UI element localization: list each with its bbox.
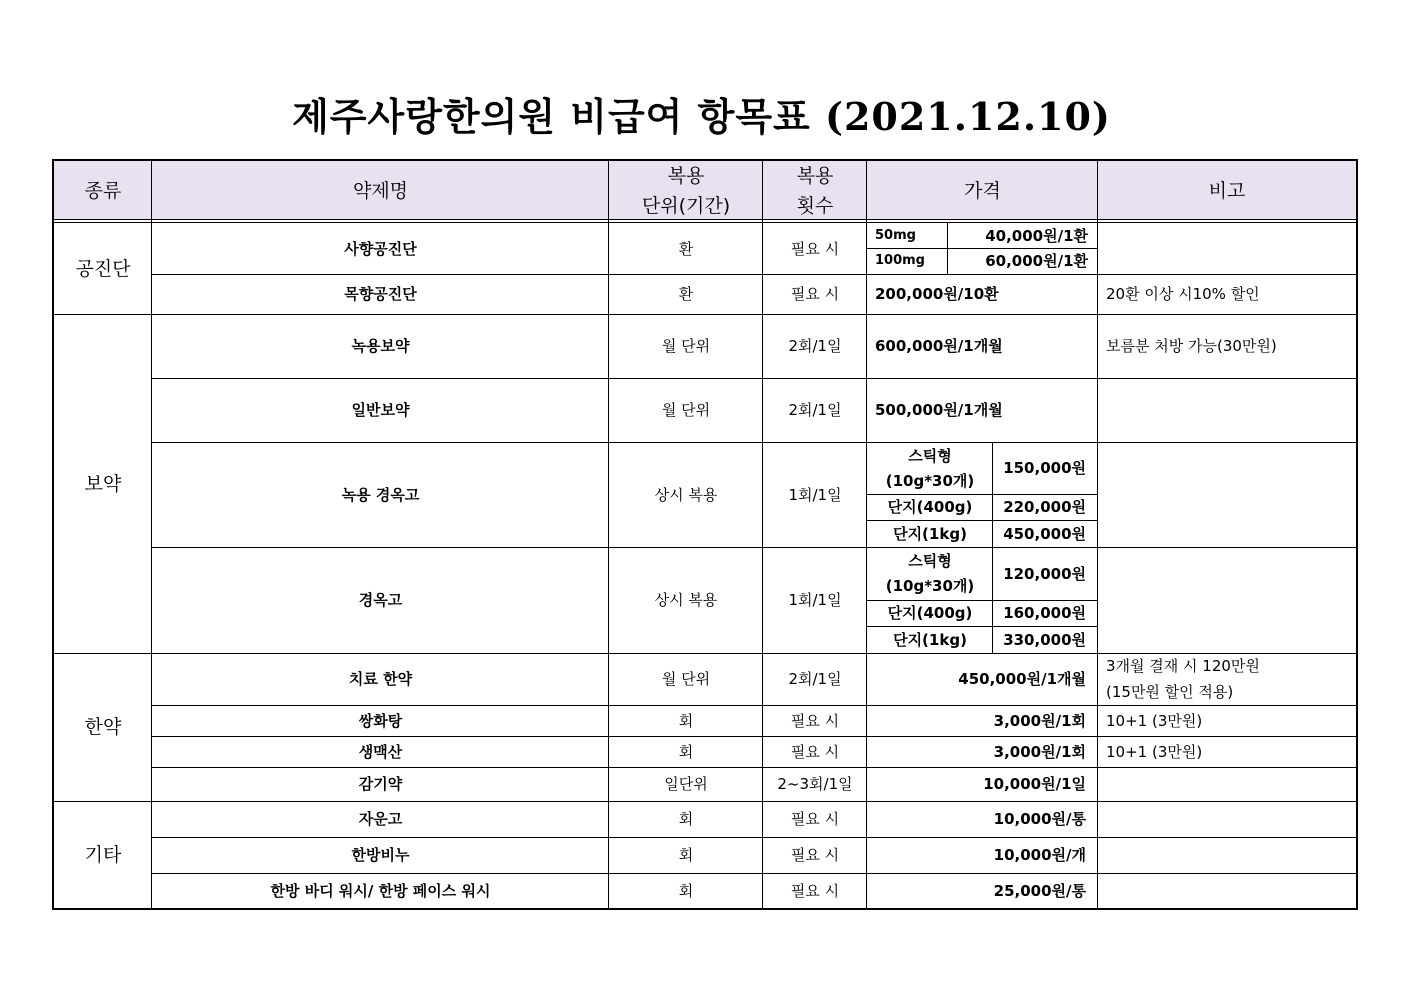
divider (152, 442, 1356, 443)
price-option-label: 100mg (875, 253, 925, 268)
row-unit: 환 (678, 239, 694, 258)
row-count: 필요 시 (790, 846, 840, 864)
divider (867, 248, 1098, 249)
divider (152, 767, 1356, 768)
row-count: 2회/1일 (788, 670, 842, 688)
header-unit-bottom: 단위(기간) (641, 194, 731, 217)
row-name: 녹용 경옥고 (341, 485, 420, 504)
row-name: 한방비누 (351, 846, 410, 864)
row-price: 3,000원/1회 (993, 742, 1086, 761)
row-price: 200,000원/10환 (875, 285, 999, 303)
row-price: 600,000원/1개월 (875, 337, 1003, 355)
price-option-label: 단지(1kg) (893, 524, 967, 543)
row-count: 필요 시 (790, 711, 840, 730)
price-option-label: (10g*30개) (885, 471, 975, 490)
divider (54, 801, 1356, 802)
row-count: 필요 시 (790, 881, 840, 900)
row-name: 경옥고 (358, 591, 403, 609)
divider (867, 494, 1098, 495)
row-count: 필요 시 (790, 285, 840, 303)
price-option-value: 220,000원 (1003, 498, 1086, 516)
row-name: 한방 바디 워시/ 한방 페이스 워시 (270, 881, 491, 900)
price-option-label: 50mg (875, 227, 916, 243)
row-name: 쌍화탕 (358, 711, 403, 730)
price-option-value: 330,000원 (1003, 630, 1086, 649)
row-unit: 월 단위 (661, 337, 711, 355)
row-unit: 회 (678, 742, 694, 761)
row-unit: 월 단위 (661, 670, 711, 688)
row-note: (15만원 할인 적용) (1106, 683, 1234, 701)
divider (867, 520, 1098, 521)
header-note: 비고 (1208, 179, 1246, 202)
row-unit: 환 (678, 285, 694, 303)
divider (152, 378, 1356, 379)
header-unit-top: 복용 (667, 165, 705, 187)
price-option-label: 단지(1kg) (893, 630, 967, 649)
group-gita: 기타 (84, 843, 122, 866)
divider (152, 274, 1356, 275)
divider (152, 873, 1356, 874)
header-price: 가격 (964, 179, 1001, 202)
row-note: 20환 이상 시10% 할인 (1106, 285, 1260, 303)
row-price: 10,000원/1일 (983, 775, 1086, 793)
price-option-label: (10g*30개) (885, 576, 975, 595)
price-option-value: 450,000원 (1003, 524, 1086, 543)
divider (54, 222, 1356, 223)
group-hanyak: 한약 (84, 716, 122, 738)
divider (152, 837, 1356, 838)
page-title: 제주사랑한의원 비급여 항목표 (2021.12.10) (292, 94, 1111, 139)
header-name: 약제명 (352, 179, 409, 202)
header-count-top: 복용 (796, 165, 834, 187)
price-option-label: 스틱형 (908, 446, 952, 465)
header-type: 종류 (84, 179, 122, 202)
row-name: 녹용보약 (351, 337, 410, 355)
row-count: 2~3회/1일 (777, 775, 853, 793)
row-name: 일반보약 (351, 401, 410, 419)
price-option-value: 40,000원/1환 (985, 226, 1088, 245)
row-count: 필요 시 (790, 742, 840, 761)
row-name: 사향공진단 (344, 239, 417, 258)
row-count: 1회/1일 (788, 485, 842, 504)
price-option-value: 60,000원/1환 (985, 252, 1088, 270)
row-unit: 회 (678, 810, 694, 828)
divider (947, 223, 948, 274)
divider (54, 219, 1356, 220)
row-unit: 일단위 (664, 775, 708, 793)
price-option-value: 150,000원 (1003, 459, 1086, 477)
divider (54, 314, 1356, 315)
row-name: 생맥산 (358, 742, 403, 761)
row-note: 3개월 결재 시 120만원 (1106, 657, 1260, 675)
group-boyak: 보약 (84, 472, 122, 495)
row-unit: 상시 복용 (654, 591, 718, 609)
row-unit: 상시 복용 (654, 485, 718, 504)
divider (867, 600, 1098, 601)
row-count: 필요 시 (790, 239, 840, 258)
row-name: 감기약 (358, 775, 403, 793)
price-option-label: 스틱형 (908, 551, 952, 570)
row-count: 필요 시 (790, 810, 840, 828)
row-price: 450,000원/1개월 (958, 670, 1086, 688)
row-count: 2회/1일 (788, 337, 842, 355)
price-option-value: 120,000원 (1003, 564, 1086, 583)
row-price: 3,000원/1회 (993, 711, 1086, 730)
divider (54, 653, 1356, 654)
group-gongjindan: 공진단 (75, 257, 131, 280)
row-name: 자운고 (358, 810, 403, 828)
divider (152, 705, 1356, 706)
header-count-bottom: 횟수 (796, 194, 834, 217)
row-unit: 회 (678, 711, 694, 730)
price-table (52, 159, 1358, 910)
row-price: 10,000원/개 (993, 846, 1086, 864)
row-count: 2회/1일 (788, 401, 842, 419)
row-note: 10+1 (3만원) (1106, 742, 1203, 761)
row-price: 25,000원/통 (993, 881, 1086, 900)
row-price: 10,000원/통 (993, 810, 1086, 828)
row-name: 목향공진단 (344, 285, 417, 303)
price-option-value: 160,000원 (1003, 604, 1086, 622)
row-count: 1회/1일 (788, 591, 842, 609)
divider (152, 547, 1356, 548)
divider (867, 626, 1098, 627)
price-option-label: 단지(400g) (887, 498, 973, 516)
row-unit: 월 단위 (661, 401, 711, 419)
divider (152, 736, 1356, 737)
row-unit: 회 (678, 846, 694, 864)
row-unit: 회 (678, 881, 694, 900)
row-note: 보름분 처방 가능(30만원) (1106, 337, 1277, 355)
row-name: 치료 한약 (348, 670, 413, 688)
row-price: 500,000원/1개월 (875, 401, 1003, 419)
row-note: 10+1 (3만원) (1106, 711, 1203, 730)
price-option-label: 단지(400g) (887, 604, 973, 622)
